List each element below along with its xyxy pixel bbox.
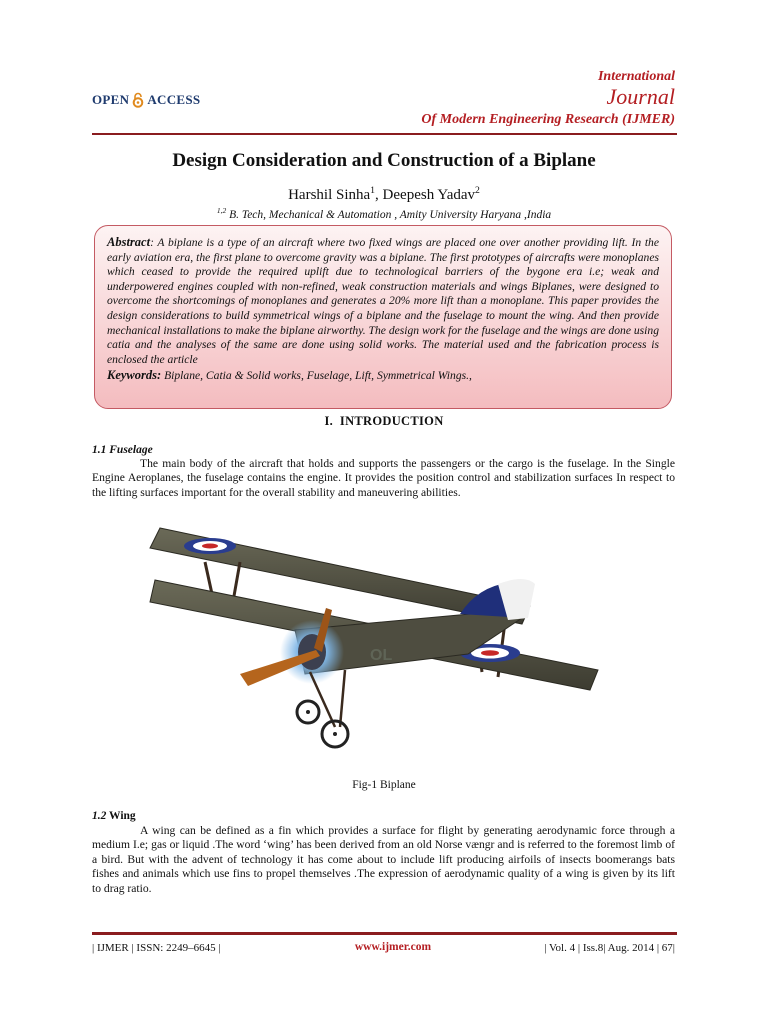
affiliation	[0, 206, 768, 221]
abstract-text: : A biplane is a type of an aircraft where two fixed wings are placed one over another providing lift. In the early aviation era, the first plane to overcome gravity was a biplane. The first prototypes of aircrafts were monoplanes which ceased to provide the required uplift due to technological barriers of the bygone era i.e; weak and underpowered engines coupled with non-refined, weak construction materials and wings Biplanes, were designed to overcome the shortcomings of monoplanes and generates a 20% more lift than a monoplane. This paper provides the design considerations to build symmetrical wings of a biplane and the fuselage to mount the wing. And then provide mechanical installations to make the biplane airworthy. The design work for the fuselage and the wings are done using catia and the analyses of the same are done using solid works. The material used and the fabrication process is enclosed the article	[107, 236, 659, 366]
open-access-left: OPEN	[92, 92, 130, 107]
wing-heading-word: Wing	[109, 810, 136, 822]
affiliation-text: B. Tech, Mechanical & Automation , Amity University Haryana ,India	[226, 208, 552, 221]
wing-heading-number: 1.2	[92, 810, 107, 822]
section-title: INTRODUCTION	[339, 414, 444, 428]
keywords-label: Keywords:	[107, 368, 162, 383]
open-access-logo	[92, 92, 200, 108]
open-access-right: ACCESS	[147, 92, 201, 107]
fuselage-heading: 1.1 Fuselage	[92, 444, 153, 456]
keywords-line	[107, 368, 659, 383]
author-1: Harshil Sinha	[288, 187, 371, 203]
footer-volume: | Vol. 4 | Iss.8| Aug. 2014 | 67|	[544, 942, 675, 954]
affiliation-sup: 1,2	[216, 206, 227, 215]
paper-authors	[0, 185, 768, 204]
fuselage-paragraph: The main body of the aircraft that holds and supports the passengers or the cargo is the fuselage. In the Single Engine Aeroplanes, the fuselage contains the engine. It provides the position control and stabilization surfaces In respect to the lifting surfaces important for the overall stability and maneuvering abilities.	[92, 457, 675, 499]
section-heading	[0, 414, 768, 429]
abstract-label: Abstract	[107, 235, 151, 249]
wing-paragraph: A wing can be defined as a fin which provides a surface for flight by generating aerodynamic force through a medium I.e; gas or liquid .The word ‘wing’ has been derived from an old Norse vængr and is referred to the foremost limb of a bird. But with the advent of technology it has come about to include lift producing airfoils of insects boomerangs bats fishes and animals which use fins to propel themselves .The expression of aerodynamic quality of a wing is given by its lift to drag ratio.	[92, 824, 675, 895]
author-2-sup: 2	[475, 185, 480, 196]
journal-name: Journal	[606, 84, 675, 109]
footer-website-link[interactable]: www.ijmer.com	[354, 941, 432, 953]
journal-subtitle: Of Modern Engineering Research (IJMER)	[421, 112, 675, 127]
open-lock-icon	[132, 92, 144, 108]
abstract-box	[94, 225, 672, 409]
footer-issn: | IJMER | ISSN: 2249–6645 |	[92, 942, 221, 954]
author-separator: ,	[375, 187, 383, 203]
section-number: I.	[324, 414, 334, 428]
author-2: Deepesh Yadav	[382, 187, 476, 203]
keywords-text: Biplane, Catia & Solid works, Fuselage, Lift, Symmetrical Wings.,	[161, 369, 472, 383]
author-1-sup: 1	[370, 185, 376, 196]
biplane-figure	[130, 522, 650, 774]
journal-international: International	[597, 69, 675, 84]
abstract-paragraph	[107, 235, 659, 367]
paper-title: Design Consideration and Construction of a Biplane	[172, 150, 596, 171]
wing-heading	[92, 810, 136, 822]
figure-caption: Fig-1 Biplane	[352, 779, 416, 791]
footer-rule	[92, 932, 677, 935]
biplane-image	[130, 522, 650, 774]
header-rule	[92, 133, 677, 135]
fuselage-marking: OL	[370, 647, 393, 664]
